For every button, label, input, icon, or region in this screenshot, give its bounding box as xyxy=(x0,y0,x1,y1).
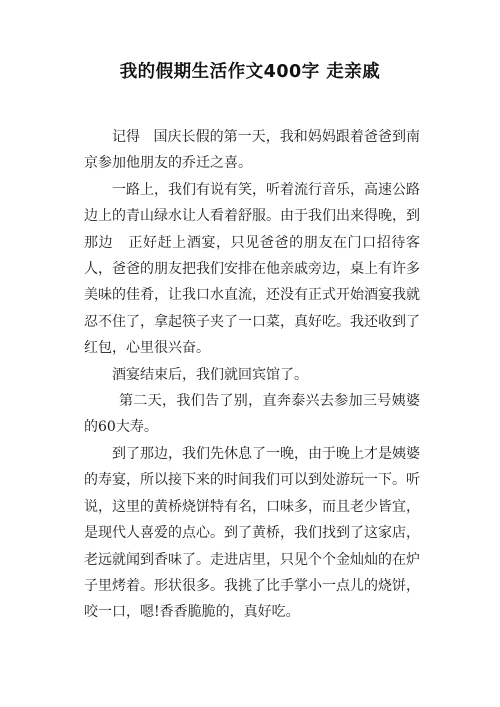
paragraph-1: 记得 国庆长假的第一天，我和妈妈跟着爸爸到南京参加他朋友的乔迁之喜。 xyxy=(84,129,420,172)
paragraph-2: 一路上，我们有说有笑，听着流行音乐，高速公路边上的青山绿水让人看着舒服。由于我们出来得晚，到那边 正好赶上酒宴，只见爸爸的朋友在门口招待客人，爸爸的朋友把我们安排在他亲戚旁边，桌上有许多美味的佳肴，让我口水直流，还没有正式开始酒宴我就忍不住了，拿起筷子夹了一口菜，真好吃。我还收到了红包，心里很兴奋。 xyxy=(84,181,420,357)
document-title: 我的假期生活作文400字 走亲戚 xyxy=(119,62,381,82)
paragraph-3: 酒宴结束后，我们就回宾馆了。 xyxy=(112,366,308,383)
paragraph-4: 第二天，我们告了别，直奔泰兴去参加三号姨婆的60大寿。 xyxy=(84,393,420,436)
paragraph-5: 到了那边，我们先休息了一晚，由于晚上才是姨婆的寿宴，所以接下来的时间我们可以到处游玩一下。听说，这里的黄桥烧饼特有名，口味多，而且老少皆宜，是现代人喜爱的点心。到了黄桥，我们找到了这家店，老远就闻到香味了。走进店里，只见个个金灿灿的在炉子里烤着。形状很多。我挑了比手掌小一点儿的烧饼，咬一口，嗯!香香脆脆的，真好吃。 xyxy=(84,445,420,621)
document-body xyxy=(84,124,420,626)
